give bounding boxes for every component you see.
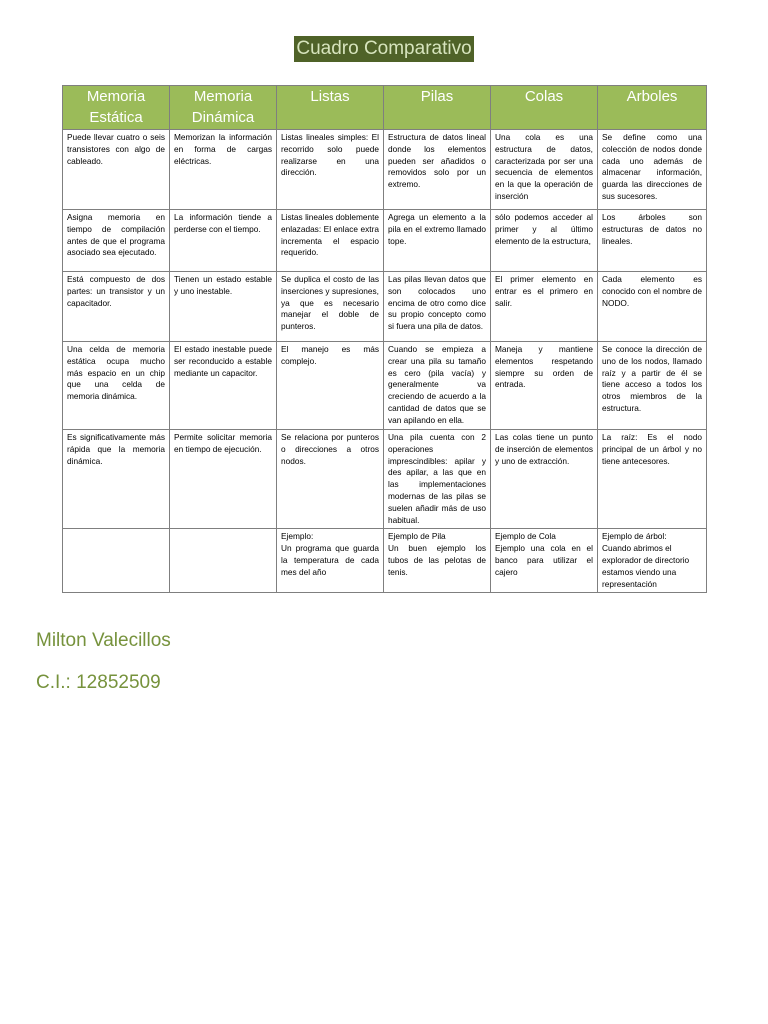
table-cell [170, 529, 277, 593]
table-cell: Ejemplo de Pila Un buen ejemplo los tubos de las pelotas de tenis. [384, 529, 491, 593]
table-cell: Memorizan la información en forma de cargas eléctricas. [170, 130, 277, 210]
table-cell: Agrega un elemento a la pila en el extremo llamado tope. [384, 210, 491, 272]
table-cell: Listas lineales simples: El recorrido solo puede realizarse en una dirección. [277, 130, 384, 210]
table-cell: Está compuesto de dos partes: un transistor y un capacitador. [63, 272, 170, 342]
table-row [63, 130, 707, 210]
col-header-colas: Colas [491, 86, 598, 130]
table-row [63, 210, 707, 272]
table-cell: La raíz: Es el nodo principal de un árbol y no tiene antecesores. [598, 430, 707, 529]
col-header-arboles: Arboles [598, 86, 707, 130]
col-header-memoria-dinamica: Memoria Dinámica [170, 86, 277, 130]
table-cell: sólo podemos acceder al primer y al último elemento de la estructura, [491, 210, 598, 272]
table-row [63, 430, 707, 529]
table-cell: Puede llevar cuatro o seis transistores con algo de cableado. [63, 130, 170, 210]
header-row [63, 86, 707, 130]
col-header-listas: Listas [277, 86, 384, 130]
table-cell: Una pila cuenta con 2 operaciones imprescindibles: apilar y des apilar, a las que en las implementaciones modernas de las pilas se suelen añadir más de uso habitual. [384, 430, 491, 529]
table-cell: Permite solicitar memoria en tiempo de ejecución. [170, 430, 277, 529]
col-header-memoria-estatica: Memoria Estática [63, 86, 170, 130]
document-title: Cuadro Comparativo [294, 36, 473, 62]
table-cell: Tienen un estado estable y uno inestable. [170, 272, 277, 342]
table-cell: Ejemplo de Cola Ejemplo una cola en el banco para utilizar el cajero [491, 529, 598, 593]
author-id: C.I.: 12852509 [36, 672, 161, 693]
title-wrapper [0, 36, 768, 62]
table-row [63, 529, 707, 593]
table-cell: Una cola es una estructura de datos, caracterizada por ser una secuencia de elementos en la que la operación de inserción [491, 130, 598, 210]
table-cell: Cada elemento es conocido con el nombre de NODO. [598, 272, 707, 342]
table-cell: Ejemplo: Un programa que guarda la temperatura de cada mes del año [277, 529, 384, 593]
table-cell: El primer elemento en entrar es el primero en salir. [491, 272, 598, 342]
table-cell: Asigna memoria en tiempo de compilación antes de que el programa asociado sea ejecutado. [63, 210, 170, 272]
table-cell: Las colas tiene un punto de inserción de elementos y uno de extracción. [491, 430, 598, 529]
table-cell: El manejo es más complejo. [277, 342, 384, 430]
table-cell: Se duplica el costo de las inserciones y supresiones, ya que es necesario manejar el doble de punteros. [277, 272, 384, 342]
table-cell: La información tiende a perderse con el tiempo. [170, 210, 277, 272]
table-cell: Una celda de memoria estática ocupa mucho más espacio en un chip que una celda de memoria dinámica. [63, 342, 170, 430]
table-row [63, 272, 707, 342]
comparison-table [62, 85, 707, 593]
table-cell [63, 529, 170, 593]
table-cell: Maneja y mantiene elementos respetando siempre su orden de entrada. [491, 342, 598, 430]
table-cell: El estado inestable puede ser reconducido a estable mediante un capacitor. [170, 342, 277, 430]
table-cell: Es significativamente más rápida que la memoria dinámica. [63, 430, 170, 529]
table-cell: Ejemplo de árbol: Cuando abrimos el explorador de directorio estamos viendo una representación [598, 529, 707, 593]
table-cell: Se conoce la dirección de uno de los nodos, llamado raíz y a partir de él se tiene acceso a todos los otros miembros de la estructura. [598, 342, 707, 430]
table-cell: Se relaciona por punteros o direcciones a otros nodos. [277, 430, 384, 529]
table-row [63, 342, 707, 430]
table-cell: Estructura de datos lineal donde los elementos pueden ser añadidos o removidos solo por un extremo. [384, 130, 491, 210]
author-name: Milton Valecillos [36, 630, 171, 651]
table-cell: Las pilas llevan datos que son colocados uno encima de otro como dice su propio concepto como si fuera una pila de datos. [384, 272, 491, 342]
table-cell: Listas lineales doblemente enlazadas: El enlace extra incrementa el espacio requerido. [277, 210, 384, 272]
col-header-pilas: Pilas [384, 86, 491, 130]
table-cell: Cuando se empieza a crear una pila su tamaño es cero (pila vacía) y generalmente va creciendo de acuerdo a la cantidad de datos que se van apilando en ella. [384, 342, 491, 430]
table-cell: Se define como una colección de nodos donde cada uno además de almacenar información, guarda las direcciones de sus sucesores. [598, 130, 707, 210]
table-cell: Los árboles son estructuras de datos no lineales. [598, 210, 707, 272]
